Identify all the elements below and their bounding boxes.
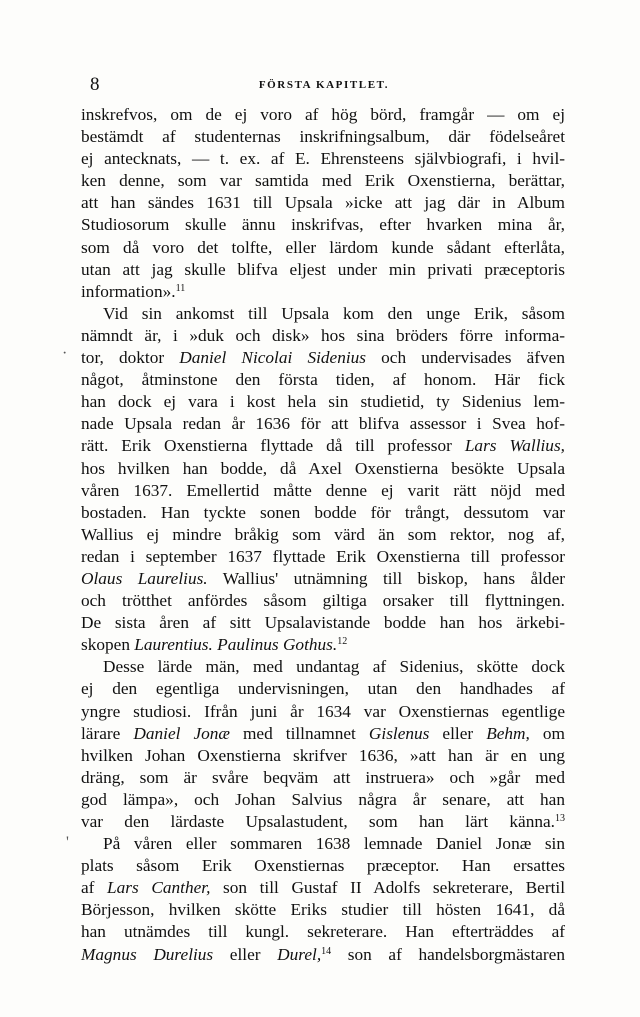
text-line [81, 944, 565, 966]
italic-name: Lars Wallius, [464, 436, 565, 456]
text-line [81, 524, 565, 546]
italic-name: Behm, [486, 723, 530, 743]
line-text: På våren eller sommaren 1638 lemnade Daniel Jonæ sin [103, 834, 565, 854]
text-line [81, 458, 565, 480]
text-line [81, 237, 565, 259]
text-line [81, 502, 565, 524]
text-line [81, 325, 565, 347]
line-text: yngre studiosi. Ifrån juni år 1634 var Oxenstiernas egentlige [81, 701, 565, 721]
line-text: rätt. Erik Oxenstierna flyttade då till professor [81, 436, 465, 456]
line-text: skopen [81, 635, 135, 655]
text-line [81, 833, 565, 855]
italic-name: Lars Canther, [107, 878, 211, 898]
text-line [81, 435, 565, 457]
text-line [81, 789, 565, 811]
text-line [81, 281, 565, 303]
line-text: han dock ej vara i kost hela sin studietid, ty Sidenius lem- [81, 392, 565, 412]
text-line [81, 104, 565, 126]
line-text: hos hvilken han bodde, då Axel Oxenstierna besökte Upsala [81, 458, 565, 478]
text-line [81, 767, 565, 789]
italic-name: Daniel Jonæ [133, 723, 230, 743]
line-text: ej antecknats, — t. ex. af E. Ehrensteens självbiografi, i hvil- [81, 149, 565, 169]
text-line [81, 546, 565, 568]
text-line [81, 590, 565, 612]
footnote-ref: 13 [555, 813, 565, 824]
line-text: eller [213, 944, 278, 964]
italic-name: Laurentius. Paulinus Gothus. [134, 635, 338, 655]
line-text: han utnämdes till kungl. sekreterare. Han efterträddes af [81, 922, 565, 942]
line-text: bestämdt af studenternas inskrifningsalbum, där födelseåret [81, 127, 565, 147]
text-line [81, 701, 565, 723]
line-text: De sista åren af sitt Upsalavistande bodde han hos ärkebi- [81, 613, 565, 633]
line-text: Börjesson, hvilken skötte Eriks studier till hösten 1641, då [81, 900, 565, 920]
running-head [82, 74, 566, 96]
page-number: 8 [90, 74, 100, 95]
text-line [81, 192, 565, 214]
line-text: son af handelsborgmästaren [331, 944, 565, 964]
text-line [81, 656, 565, 678]
text-line [81, 148, 565, 170]
line-text: Vid sin ankomst till Upsala kom den unge Erik, såsom [103, 303, 565, 323]
text-line [81, 413, 565, 435]
text-line [81, 745, 565, 767]
text-line [81, 347, 565, 369]
line-text: var den lärdaste Upsalastudent, som han lärt känna. [81, 812, 555, 831]
text-line [81, 678, 565, 700]
line-text: våren 1637. Emellertid måtte denne ej varit rätt nöjd med [81, 480, 565, 500]
text-line [81, 634, 565, 656]
text-line [81, 855, 565, 877]
text-line [81, 259, 565, 281]
chapter-title: FÖRSTA KAPITLET. [258, 79, 390, 91]
line-text: om [529, 723, 565, 743]
italic-name: Gislenus [368, 723, 430, 743]
text-line [81, 877, 565, 899]
italic-name: Durel, [277, 944, 322, 964]
footnote-ref: 14 [321, 945, 332, 957]
line-text: dräng, som är svåre beqväm att instruera» och »går med [81, 767, 565, 787]
text-line [81, 568, 565, 590]
body-text [81, 104, 565, 966]
text-line [81, 480, 565, 502]
text-line [81, 170, 565, 192]
line-text: med tillnamnet [229, 723, 369, 743]
line-text: Desse lärde män, med undantag af Sidenius, skötte dock [103, 657, 565, 677]
line-text: ken denne, som var samtida med Erik Oxenstierna, berättar, [81, 171, 565, 191]
line-text: Wallius' utnämning till biskop, hans ålder [207, 568, 565, 588]
footnote-ref: 11 [175, 282, 186, 294]
line-text: son till Gustaf II Adolfs sekreterare, Bertil [210, 878, 565, 898]
line-text: nade Upsala redan år 1636 för att blifva assessor i Svea hof- [81, 414, 565, 434]
line-text: Studiosorum skulle ännu inskrifvas, efter hvarken mina år, [81, 215, 565, 235]
text-line [81, 369, 565, 391]
line-text: Wallius ej mindre bråkig som värd än som rektor, nog af, [81, 524, 565, 544]
margin-mark: ' [66, 834, 69, 851]
line-text: och undervisades äfven [366, 348, 565, 368]
text-line [81, 214, 565, 236]
text-line [81, 921, 565, 943]
line-text: information». [81, 281, 176, 301]
line-text: plats såsom Erik Oxenstiernas præceptor. Han ersattes [81, 856, 565, 876]
line-text: och trötthet anfördes såsom giltiga orsaker till flyttningen. [81, 591, 565, 611]
text-line [81, 126, 565, 148]
line-text: redan i september 1637 flyttade Erik Oxenstierna till professor [81, 546, 565, 566]
line-text: bostaden. Han tyckte sonen bodde för trångt, dessutom var [81, 502, 565, 522]
footnote-ref: 12 [337, 636, 348, 648]
line-text: af [81, 878, 108, 898]
line-text: nämndt är, i »duk och disk» hos sina bröders förre informa- [81, 325, 565, 345]
text-line [81, 899, 565, 921]
line-text: inskrefvos, om de ej voro af hög börd, framgår — om ej [81, 105, 565, 124]
text-line [81, 811, 565, 833]
line-text: god lämpa», och Johan Salvius några år senare, att han [81, 789, 565, 809]
line-text: som då voro det tolfte, eller lärdom kunde sådant efterlåta, [81, 237, 565, 257]
line-text: att han sändes 1631 till Upsala »icke att jag där in Album [81, 193, 565, 213]
margin-mark: · [62, 345, 68, 362]
line-text: ej den egentliga undervisningen, utan den handhades af [81, 679, 565, 699]
italic-name: Daniel Nicolai Sidenius [179, 348, 366, 368]
line-text: hvilken Johan Oxenstierna skrifver 1636, »att han är en ung [81, 745, 565, 765]
line-text: tor, doktor [81, 348, 180, 368]
italic-name: Olaus Laurelius. [81, 568, 208, 588]
italic-name: Magnus Durelius [81, 944, 214, 964]
line-text: utan att jag skulle blifva eljest under min privati præceptoris [81, 259, 565, 279]
line-text: lärare [81, 723, 134, 743]
line-text: eller [429, 723, 487, 743]
text-line [81, 303, 565, 325]
text-line [81, 391, 565, 413]
text-line [81, 612, 565, 634]
text-line [81, 723, 565, 745]
line-text: något, åtminstone den första tiden, af honom. Här fick [81, 370, 565, 390]
